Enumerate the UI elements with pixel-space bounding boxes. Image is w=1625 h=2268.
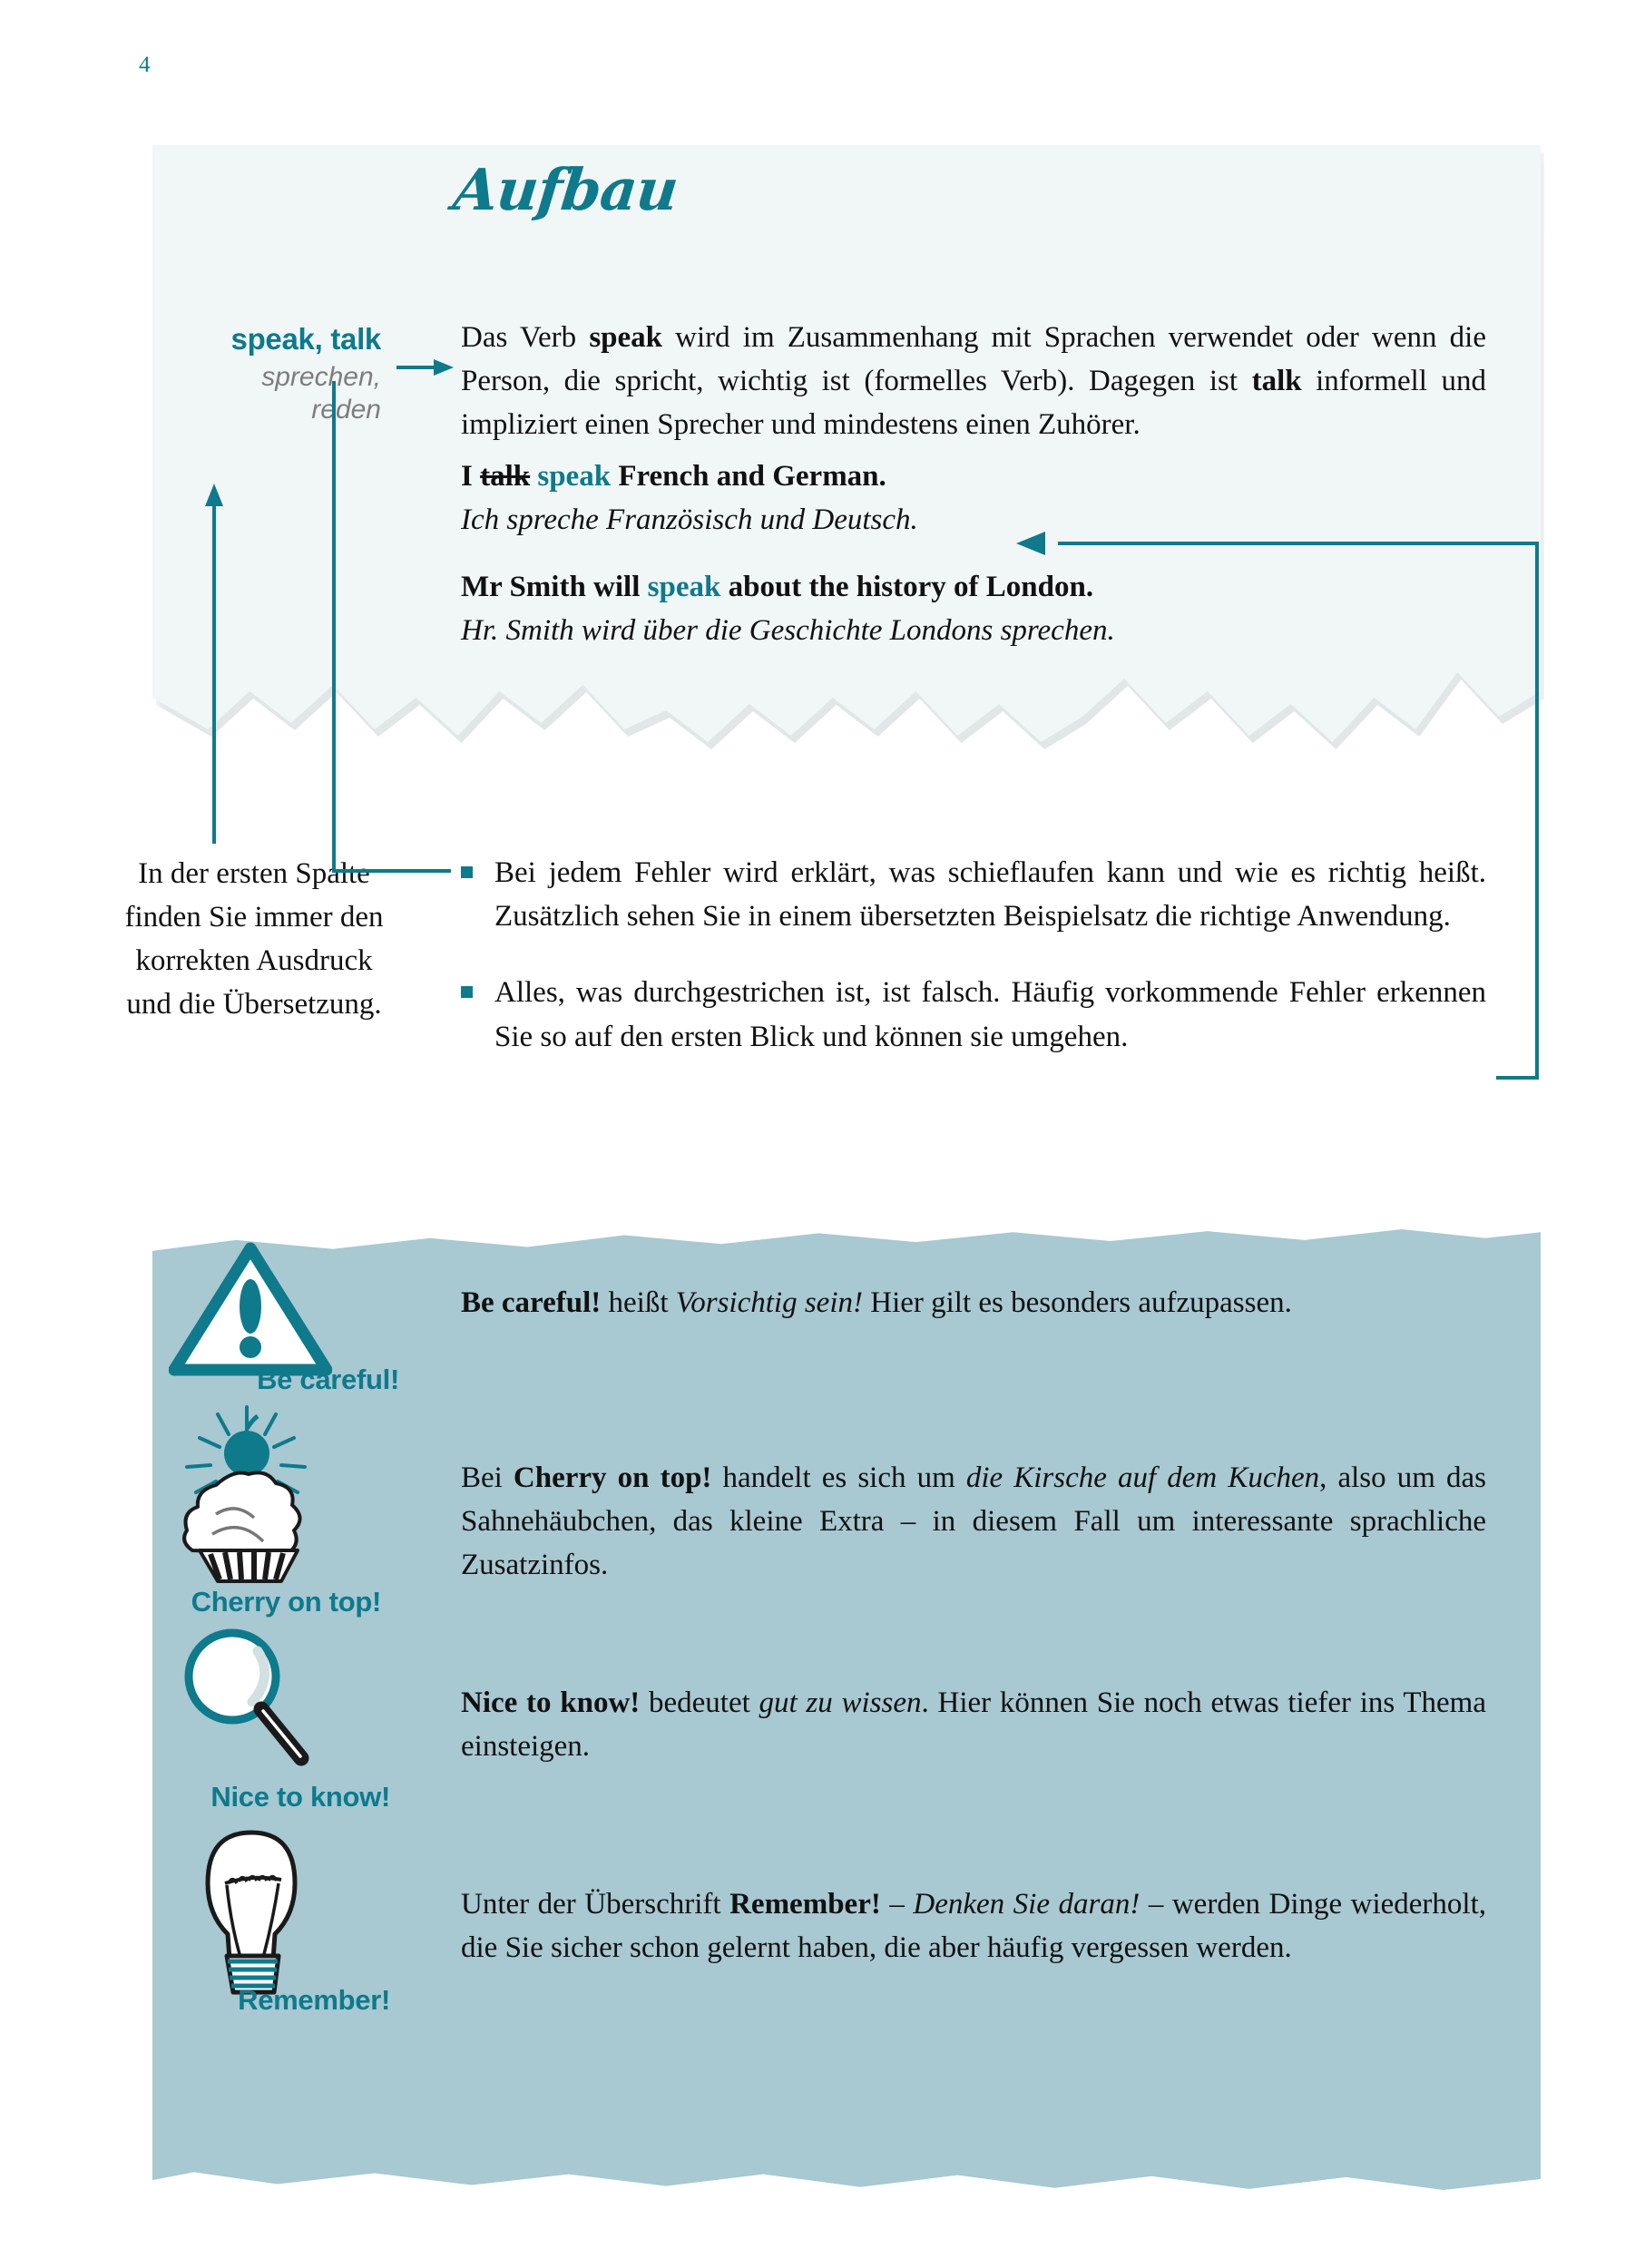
callout-label-nice-to-know: Nice to know!: [210, 1781, 390, 1813]
callout-label-remember: Remember!: [238, 1984, 390, 2016]
cupcake-icon: [163, 1402, 336, 1583]
example-1-translation: Ich spreche Französisch und Deutsch.: [461, 503, 918, 536]
example-1-wrong-word: talk: [480, 459, 531, 493]
light-bulb-icon: [172, 1823, 331, 2005]
feature-bullet-list: [461, 851, 1486, 1059]
example-2-prefix: Mr Smith will: [461, 570, 648, 603]
entry-explanation-paragraph: [461, 316, 1486, 447]
callout-bold-nice: Nice to know!: [461, 1686, 641, 1719]
page-number: 4: [139, 53, 151, 77]
example-1-sentence: [461, 455, 1486, 498]
callout-rest-cherry: , also um das Sahnehäubchen, das kleine Extra – in diesem Fall um interessante sprachliche Zusatzinfos.: [461, 1461, 1486, 1582]
left-column-note: In der ersten Spalte finden Sie immer den korrekten Ausdruck und die Übersetzung.: [124, 857, 384, 1021]
callout-mid-be-careful: heißt: [601, 1286, 676, 1319]
callout-text-cherry-on-top: [461, 1456, 1486, 1588]
callout-text-be-careful: [461, 1281, 1486, 1325]
expl-text-c: wird im Zusammenhang mit Sprachen verwendet oder wenn die Person, die spricht, wichtig ist (formelles Verb). Dagegen ist: [461, 321, 1486, 398]
example-2-translation: Hr. Smith wird über die Geschichte Londons sprechen.: [461, 614, 1115, 648]
list-item-text: Bei jedem Fehler wird erklärt, was schieflaufen kann und wie es richtig heißt. Zusätzlich sehen Sie in einem übersetzten Beispielsatz die richtige Anwendung.: [494, 856, 1486, 934]
callout-mid-remember: –: [880, 1888, 914, 1921]
entry-translation: [127, 361, 381, 426]
callout-mid-nice: bedeutet: [640, 1686, 759, 1719]
example-2-correct-word: speak: [647, 570, 721, 603]
example-2-rest: about the history of London.: [720, 570, 1094, 603]
entry-body: [461, 316, 1486, 652]
magnifying-glass-icon: [169, 1620, 332, 1784]
callout-rest-nice: . Hier können Sie noch etwas tiefer ins Thema einsteigen.: [461, 1686, 1486, 1764]
square-bullet-icon: [461, 986, 473, 998]
callout-italic-cherry: die Kirsche auf dem Kuchen: [965, 1461, 1320, 1494]
example-1-correct-word: speak: [537, 459, 612, 493]
list-item: [461, 971, 1486, 1058]
expl-bold-talk: talk: [1251, 365, 1302, 398]
callout-mid-cherry: handelt es sich um: [711, 1461, 966, 1494]
list-item-text: Alles, was durchgestrichen ist, ist falsch. Häufig vorkommende Fehler erkennen Sie so auf den ersten Blick und können sie umgehen.: [494, 976, 1486, 1053]
callout-rest-remember: – werden Dinge wiederholt, die Sie sicher schon gelernt haben, die aber häufig vergessen werden.: [461, 1888, 1487, 1965]
callout-label-be-careful: Be careful!: [257, 1364, 399, 1395]
callout-bold-remember: Remember!: [729, 1888, 881, 1921]
callout-bold-be-careful: Be careful!: [461, 1286, 602, 1319]
callout-label-cherry-on-top: Cherry on top!: [191, 1586, 381, 1618]
expl-bold-speak: speak: [589, 321, 663, 354]
callout-rest-be-careful: Hier gilt es besonders aufzupassen.: [862, 1286, 1292, 1319]
expl-text-e: informell und impliziert einen Sprecher und mindestens einen Zuhörer.: [461, 365, 1486, 442]
callout-italic-nice: gut zu wissen: [759, 1686, 922, 1719]
page-title: Aufbau: [450, 156, 681, 223]
expl-text-a: Das Verb: [461, 321, 590, 354]
callout-bold-cherry: Cherry on top!: [513, 1461, 712, 1494]
example-2-sentence: [461, 565, 1486, 609]
callout-text-nice-to-know: [461, 1681, 1486, 1768]
callout-text-remember: [461, 1882, 1486, 1970]
entry-headword-block: [127, 322, 381, 426]
entry-translation-line-2: reden: [311, 394, 381, 425]
warning-triangle-icon: [169, 1241, 332, 1377]
list-item: [461, 851, 1486, 938]
square-bullet-icon: [461, 866, 473, 878]
callout-pre-cherry: Bei: [461, 1461, 514, 1494]
callout-pre-remember: Unter der Überschrift: [461, 1888, 730, 1921]
example-1-rest: French and German.: [611, 459, 886, 493]
entry-translation-line-1: sprechen,: [261, 361, 381, 392]
callout-italic-remember: Denken Sie daran!: [913, 1888, 1140, 1921]
entry-headword: speak, talk: [230, 322, 381, 356]
example-1-prefix: I: [461, 459, 481, 493]
callout-italic-be-careful: Vorsichtig sein!: [675, 1286, 863, 1319]
